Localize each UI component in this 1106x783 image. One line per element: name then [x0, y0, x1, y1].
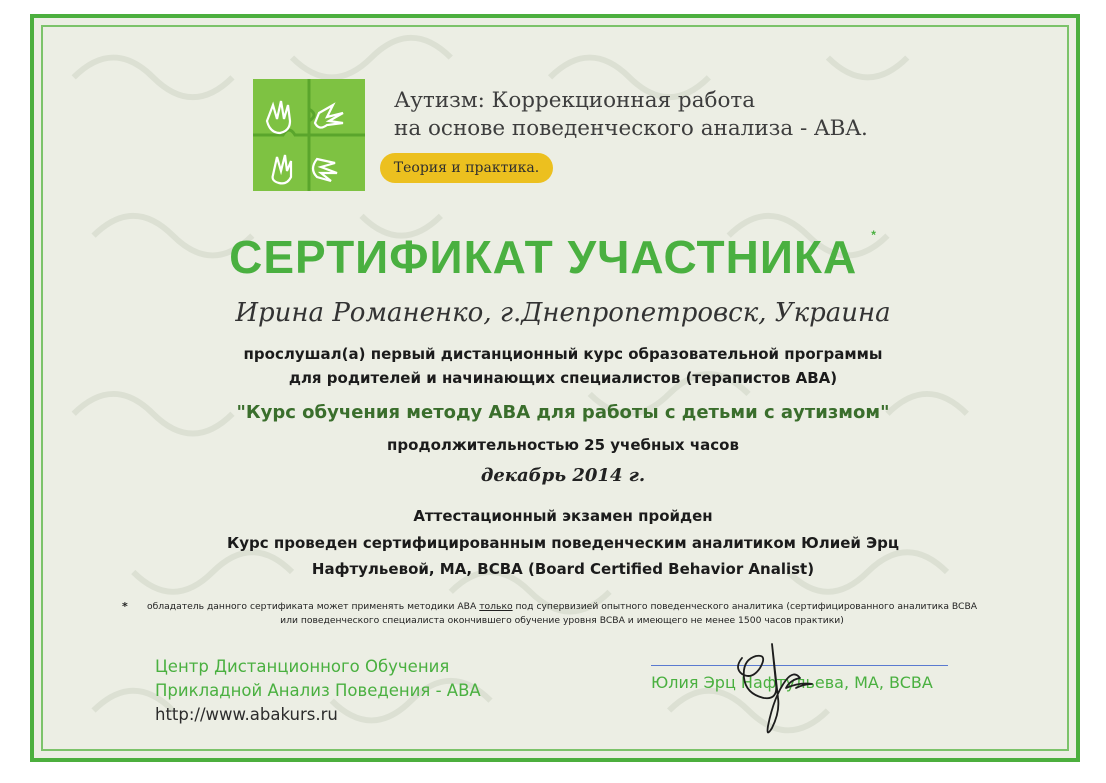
- certificate-title-text: СЕРТИФИКАТ УЧАСТНИКА: [229, 231, 858, 283]
- center-website-link[interactable]: http://www.abakurs.ru: [155, 705, 338, 724]
- program-title: [394, 87, 914, 143]
- issuing-center: [155, 655, 481, 727]
- footnote-underlined: только: [479, 601, 513, 612]
- course-date: декабрь 2014 г.: [480, 465, 646, 486]
- center-name-line-2: Прикладной Анализ Поведения - ABA: [155, 681, 481, 700]
- exam-passed: Аттестационный экзамен пройден: [413, 507, 713, 525]
- footnote-part-2: под супервизией опытного поведенческого аналитика (сертифицированного аналитика BCBA: [515, 601, 978, 612]
- center-name-line-1: Центр Дистанционного Обучения: [155, 657, 450, 676]
- footnote-star: *: [122, 600, 128, 613]
- signatory-name: Юлия Эрц Нафтульева, МА, BCBA: [651, 673, 933, 692]
- title-footnote-mark: *: [871, 228, 877, 242]
- course-duration: продолжительностью 25 учебных часов: [387, 436, 739, 454]
- footnote: [122, 600, 1002, 628]
- course-line-2: для родителей и начинающих специалистов (терапистов ABA): [288, 369, 838, 387]
- handwritten-signature: [720, 628, 850, 738]
- program-title-line-1: Аутизм: Коррекционная работа: [394, 88, 756, 113]
- footnote-part-1: обладатель данного сертификата может применять методики ABA: [146, 601, 477, 612]
- certificate-title: [0, 230, 1106, 284]
- program-title-line-2: на основе поведенческого анализа - ABA.: [394, 116, 868, 141]
- conducted-by-line-2: Нафтульевой, МА, BCBA (Board Certified Behavior Analist): [311, 560, 815, 578]
- course-name: "Курс обучения методу ABA для работы с детьми с аутизмом": [236, 402, 890, 423]
- conducted-by-line-1: Курс проведен сертифицированным поведенческим аналитиком Юлией Эрц: [227, 534, 899, 552]
- footnote-line-1: [122, 600, 1002, 614]
- footnote-line-2: или поведенческого специалиста окончившего обучение уровня BCBA и имеющего не менее 1500 часов практики): [280, 615, 844, 626]
- theory-practice-badge: Теория и практика.: [380, 153, 553, 183]
- course-line-1: прослушал(а) первый дистанционный курс образовательной программы: [243, 345, 883, 363]
- hands-puzzle-logo: [253, 79, 365, 191]
- recipient-name: Ирина Романенко, г.Днепропетровск, Украина: [235, 298, 891, 328]
